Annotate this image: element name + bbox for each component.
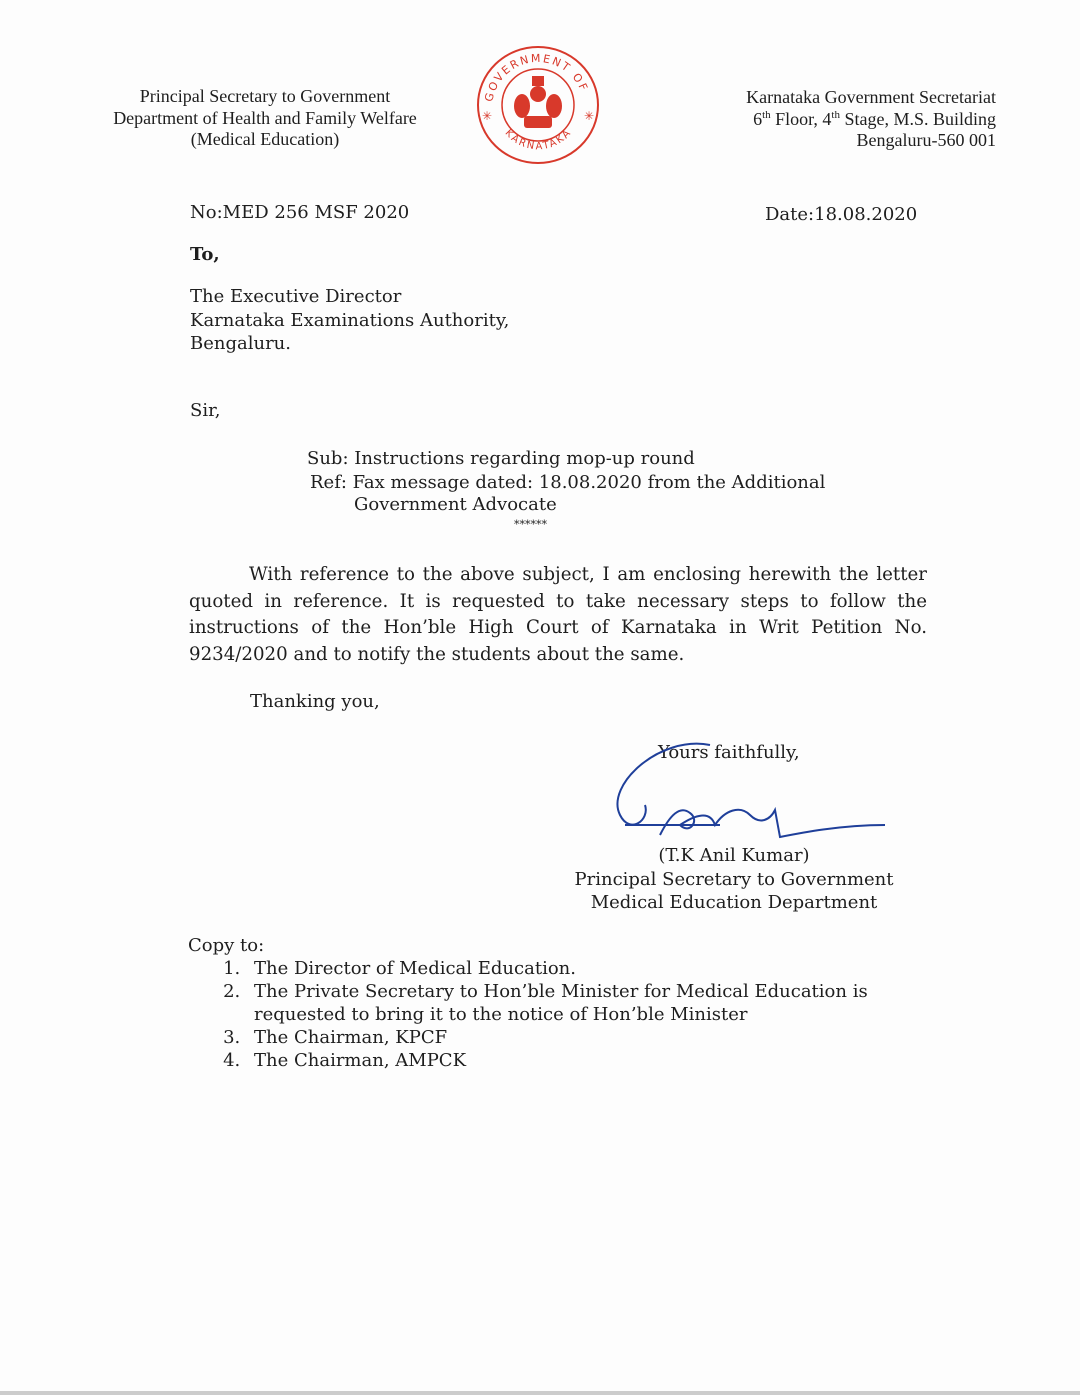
signatory-block xyxy=(569,844,899,915)
copy-to-label: Copy to: xyxy=(188,935,265,956)
reference-line: Government Advocate xyxy=(354,494,557,515)
closing: Yours faithfully, xyxy=(658,742,800,763)
signatory-department: Medical Education Department xyxy=(590,892,878,913)
signatory-title: Principal Secretary to Government xyxy=(574,868,894,890)
copy-to-item xyxy=(246,1049,868,1072)
signatory-name: (T.K Anil Kumar) xyxy=(658,845,810,866)
government-seal-icon xyxy=(472,44,604,166)
body-paragraph: With reference to the above subject, I am enclosing herewith the letter quoted in reference. It is requested to take necessary steps to follow the instructions of the Hon’ble High Court of Karnataka in Writ Petition No. 9234/2020 and to notify the students about the same. xyxy=(189,564,927,665)
copy-to-item xyxy=(246,957,868,980)
text: Stage, M.S. Building xyxy=(839,108,996,129)
address-line: Bengaluru-560 001 xyxy=(856,130,996,150)
letter-date: Date:18.08.2020 xyxy=(765,204,918,225)
copy-to-item xyxy=(246,980,868,1026)
text: 6 xyxy=(753,108,763,129)
svg-text:✳: ✳ xyxy=(584,109,595,123)
svg-text:GOVERNMENT OF: GOVERNMENT OF xyxy=(482,51,591,103)
text: The Director of Medical Education. xyxy=(254,958,576,979)
copy-to-item xyxy=(246,1026,868,1049)
addressee-line: Karnataka Examinations Authority, xyxy=(190,309,510,331)
sender-line: Department of Health and Family Welfare xyxy=(113,107,417,128)
text: The Chairman, KPCF xyxy=(254,1027,448,1048)
copy-to-section xyxy=(188,934,868,1072)
text: requested to bring it to the notice of Hon’ble Minister xyxy=(254,1004,748,1025)
thanks: Thanking you, xyxy=(250,691,380,712)
reference-line: Ref: Fax message dated: 18.08.2020 from the Additional xyxy=(310,472,826,493)
text: th xyxy=(831,108,840,121)
address-line: Karnataka Government Secretariat xyxy=(746,87,996,107)
svg-text:KARNATAKA: KARNATAKA xyxy=(502,126,575,153)
text: th xyxy=(762,108,771,121)
address-block xyxy=(746,87,996,152)
text: The Private Secretary to Hon’ble Minister for Medical Education is xyxy=(254,981,868,1002)
addressee-line: Bengaluru. xyxy=(190,333,291,354)
sender-line: Principal Secretary to Government xyxy=(139,86,391,106)
svg-text:✳: ✳ xyxy=(482,109,493,123)
subject: Sub: Instructions regarding mop-up round xyxy=(307,448,695,469)
page-edge xyxy=(0,1391,1080,1395)
signature-icon xyxy=(600,725,900,855)
address-line xyxy=(746,109,996,131)
salutation: Sir, xyxy=(190,400,221,421)
separator: ****** xyxy=(514,518,547,531)
addressee xyxy=(190,285,509,356)
sender-line: (Medical Education) xyxy=(190,129,340,149)
to-label: To, xyxy=(190,244,220,265)
addressee-line: The Executive Director xyxy=(190,286,402,307)
text: Floor, 4 xyxy=(770,108,832,129)
text: The Chairman, AMPCK xyxy=(254,1050,467,1071)
sender-block xyxy=(83,86,447,151)
reference-number: No:MED 256 MSF 2020 xyxy=(190,202,410,223)
